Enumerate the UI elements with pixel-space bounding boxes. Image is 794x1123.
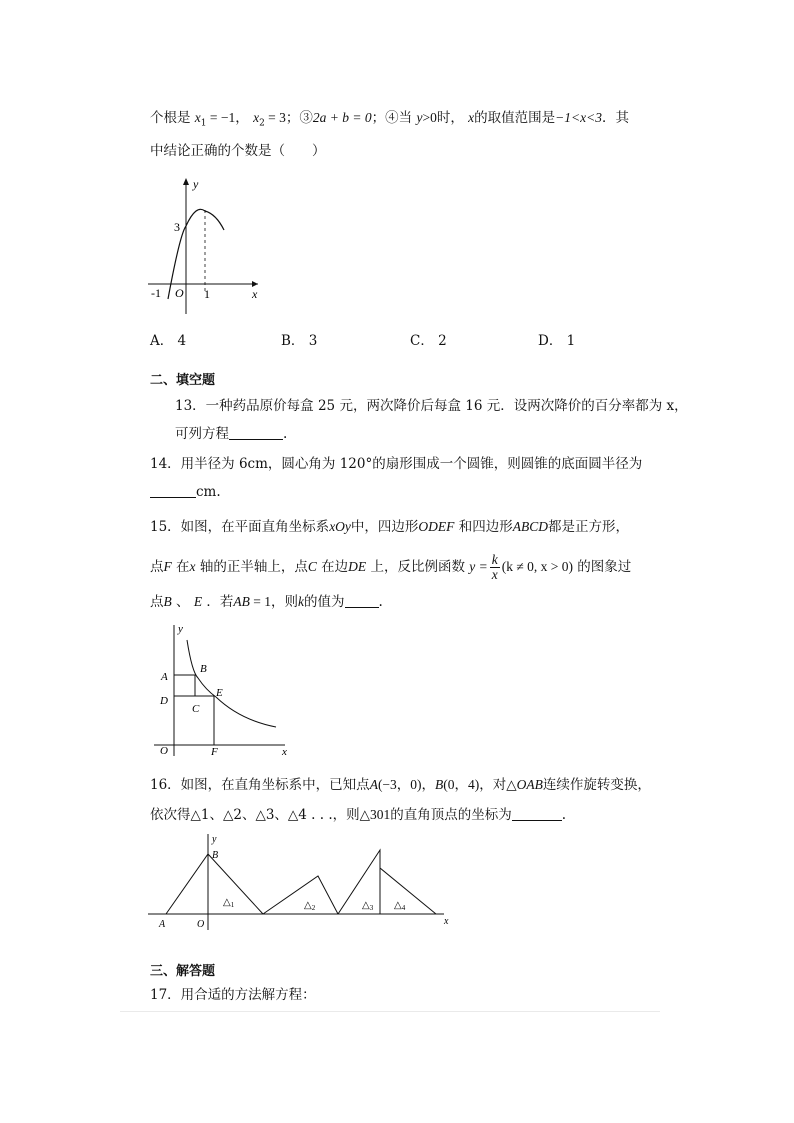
q12-line1: 个根是 $x_1 = -1$， $x_2 = 3$；③2a + b = 0；④当 y>0时， x的取值范围是−1<x<3．其 (150, 110, 629, 129)
q16-delta4-label: $\triangle_4$ (394, 900, 406, 912)
q16-triangle-2 (263, 876, 338, 914)
q15-b-label: B (200, 663, 207, 675)
q12-parabola-graph (148, 174, 268, 319)
q16-delta3-label: $\triangle_3$ (362, 900, 374, 912)
q12-x-label: x (252, 287, 258, 301)
q15-d-label: D (160, 695, 168, 707)
q12-label-1: 1 (204, 287, 210, 301)
q15-line2: 点F 在x 轴的正半轴上，点C 在边DE 上，反比例函数 y = $\frac{k}{x}$ (k ≠ 0, x > 0) 的图象过 (150, 552, 632, 582)
q14-line2: cm. (150, 482, 221, 502)
q16-x-label: x (444, 916, 449, 927)
q16-triangle-4 (380, 868, 436, 914)
q15-c-label: C (192, 703, 200, 715)
q12-label-neg1: -1 (151, 286, 161, 300)
q15-hyperbola-curve (187, 640, 276, 727)
q12-origin-label: O (175, 286, 184, 300)
option-b[interactable]: B． 3 (281, 333, 318, 349)
q16-rotation-graph (148, 830, 458, 932)
q16-b-label: B (212, 850, 219, 861)
q16-line1: 16．如图，在直角坐标系中，已知点A(−3，0)，B(0，4)，对△OAB连续作旋转变换， (150, 777, 651, 793)
q16-triangle-3 (338, 850, 380, 914)
q16-a-label: A (159, 919, 166, 930)
q13-answer-blank[interactable] (229, 425, 283, 440)
q15-squares-graph (150, 620, 300, 758)
q15-answer-blank[interactable] (345, 593, 379, 608)
q16-delta1-label: $\triangle_1$ (223, 897, 235, 909)
q16-line2: 依次得△1、△2、△3、△4 . . .，则△301的直角顶点的坐标为 . (150, 807, 567, 823)
q16-triangle-1 (208, 854, 263, 914)
section-solve-title: 三、解答题 (150, 964, 216, 979)
q15-f-label: F (211, 746, 218, 758)
q14-answer-blank[interactable] (150, 483, 196, 498)
q17-line1: 17．用合适的方法解方程： (150, 987, 316, 1003)
q15-square-abcd (174, 675, 195, 696)
option-d[interactable]: D． 1 (538, 333, 576, 349)
q13-line1: 13．一种药品原价每盒 25 元，两次降价后每盒 16 元．设两次降价的百分率都为 x， (175, 398, 688, 414)
page-bottom-rule (120, 1011, 660, 1012)
q15-a-label: A (161, 671, 168, 683)
q16-delta2-label: $\triangle_2$ (304, 900, 316, 912)
option-a[interactable]: A． 4 (150, 333, 187, 349)
q15-x-label: x (282, 746, 287, 758)
q15-y-label: y (178, 623, 183, 635)
q16-answer-blank[interactable] (512, 806, 562, 821)
q12-line2: 中结论正确的个数是（ ） (150, 143, 326, 159)
q15-fraction: $\frac{k}{x}$ (491, 552, 498, 582)
option-c[interactable]: C． 2 (410, 333, 447, 349)
q16-o-label: O (197, 919, 205, 930)
section-fill-in-title: 二、填空题 (150, 373, 216, 388)
q15-line3: 点B 、 E ．若AB = 1，则k的值为 . (150, 594, 383, 610)
q14-line1: 14．用半径为 6cm，圆心角为 120°的扇形围成一个圆锥，则圆锥的底面圆半径为 (150, 456, 643, 472)
q15-e-label: E (216, 687, 223, 699)
q13-line2: 可列方程 . (175, 426, 288, 442)
q12-label-3: 3 (174, 220, 180, 234)
q15-line1: 15．如图，在平面直角坐标系xOy中，四边形ODEF 和四边形ABCD都是正方形， (150, 519, 629, 535)
q12-y-label: y (193, 177, 199, 191)
q15-o-label: O (160, 745, 168, 757)
q16-y-label: y (212, 834, 217, 845)
q16-triangle-oab (166, 854, 208, 914)
q12-y-arrow-icon (183, 178, 189, 185)
